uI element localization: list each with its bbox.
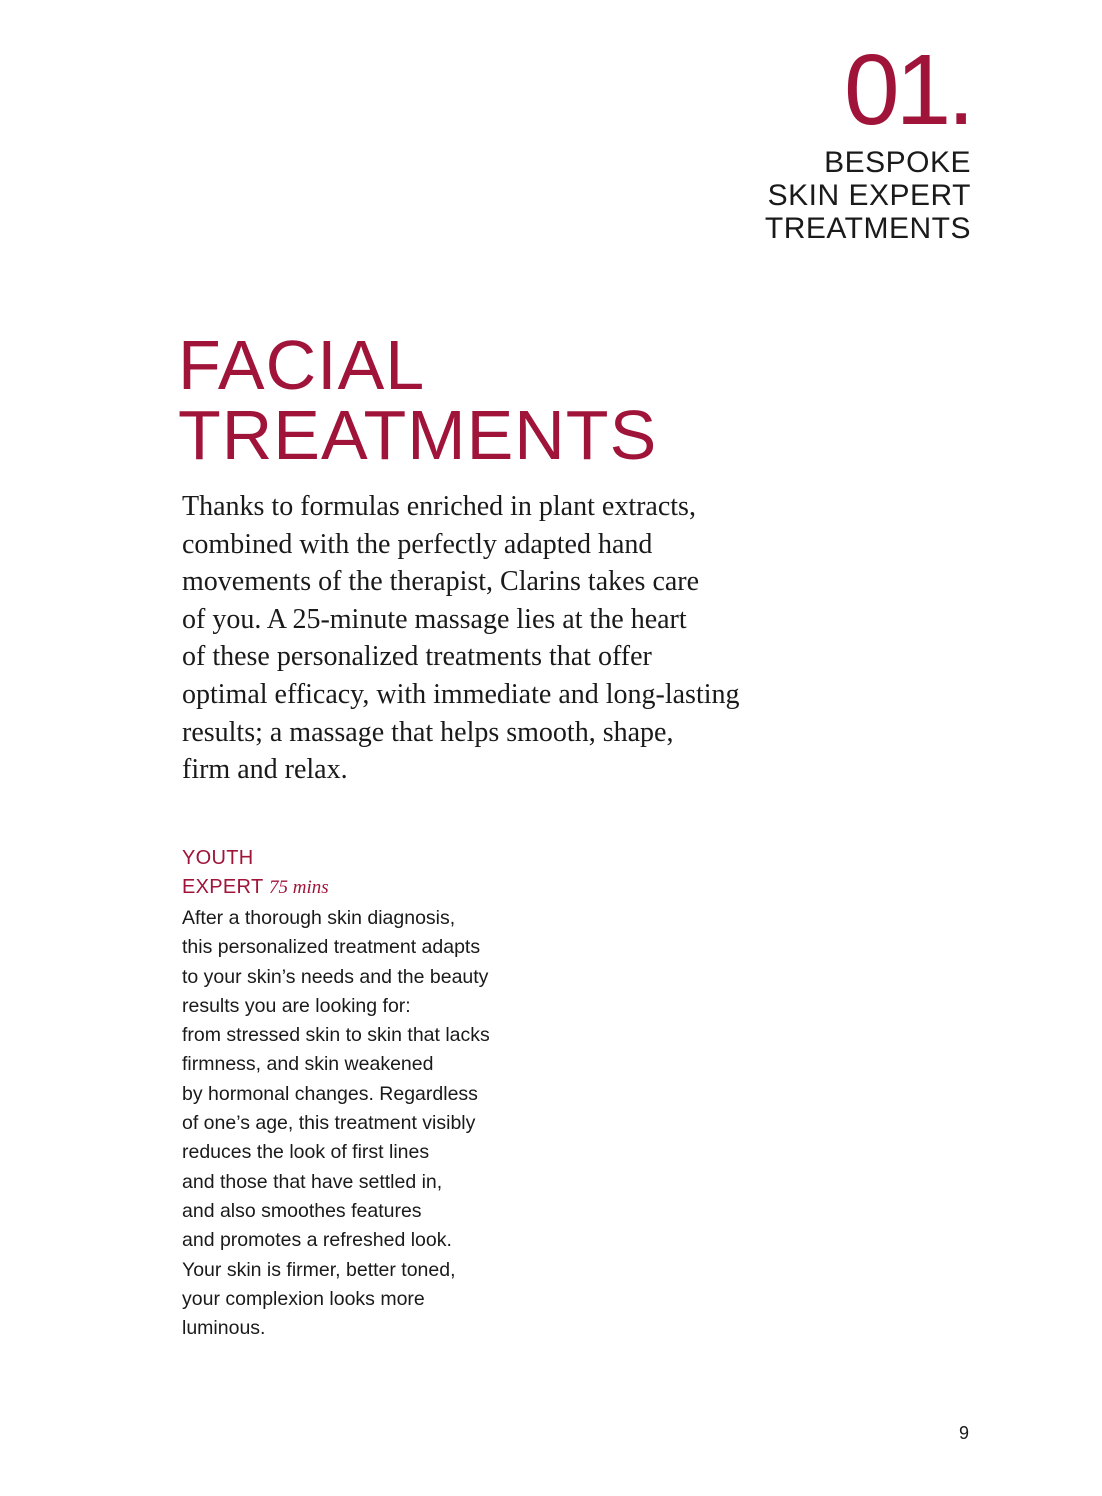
section-title-line: FACIAL	[178, 326, 426, 404]
description-line: your complexion looks more	[182, 1287, 425, 1310]
chapter-title-line: SKIN EXPERT	[767, 179, 971, 212]
description-line: and promotes a refreshed look.	[182, 1229, 452, 1252]
description-line: to your skin’s needs and the beauty	[182, 965, 489, 988]
description-line: Your skin is firmer, better toned,	[182, 1258, 456, 1281]
treatment-name-line: YOUTH	[182, 847, 254, 869]
treatment-name	[182, 844, 582, 902]
chapter-number: 01.	[843, 34, 971, 146]
description-line: of one’s age, this treatment visibly	[182, 1112, 476, 1135]
description-line: After a thorough skin diagnosis,	[182, 907, 456, 929]
page-number: 9	[958, 1423, 969, 1443]
intro-line: of you. A 25-minute massage lies at the heart	[182, 603, 687, 635]
description-line: results you are looking for:	[182, 994, 411, 1017]
chapter-title	[765, 146, 971, 245]
intro-line: optimal efficacy, with immediate and long-lasting	[182, 678, 740, 710]
treatment-name-line: EXPERT	[182, 876, 264, 898]
treatment-youth-expert	[182, 844, 582, 1343]
intro-line: of these personalized treatments that offer	[182, 641, 652, 673]
intro-line: combined with the perfectly adapted hand	[182, 528, 653, 560]
description-line: and those that have settled in,	[182, 1170, 443, 1193]
treatment-name-line-with-duration	[182, 873, 582, 902]
description-line: by hormonal changes. Regardless	[182, 1082, 478, 1105]
description-line: firmness, and skin weakened	[182, 1053, 434, 1076]
description-line: luminous.	[182, 1317, 266, 1340]
intro-line: Thanks to formulas enriched in plant extracts,	[182, 491, 696, 522]
description-line: from stressed skin to skin that lacks	[182, 1024, 490, 1047]
treatment-duration: 75 mins	[268, 877, 329, 898]
section-title-line: TREATMENTS	[178, 396, 658, 474]
intro-line: firm and relax.	[182, 754, 348, 786]
chapter-header	[764, 34, 971, 245]
intro-line: movements of the therapist, Clarins takes care	[182, 566, 700, 598]
description-line: and also smoothes features	[182, 1199, 422, 1222]
description-line: reduces the look of first lines	[182, 1141, 430, 1164]
section-title	[178, 326, 658, 474]
description-line: this personalized treatment adapts	[182, 936, 481, 959]
chapter-title-line: BESPOKE	[824, 146, 971, 179]
intro-paragraph	[182, 488, 802, 789]
chapter-title-line: TREATMENTS	[764, 212, 971, 245]
treatment-description	[182, 904, 582, 1343]
intro-line: results; a massage that helps smooth, shape,	[182, 716, 674, 748]
